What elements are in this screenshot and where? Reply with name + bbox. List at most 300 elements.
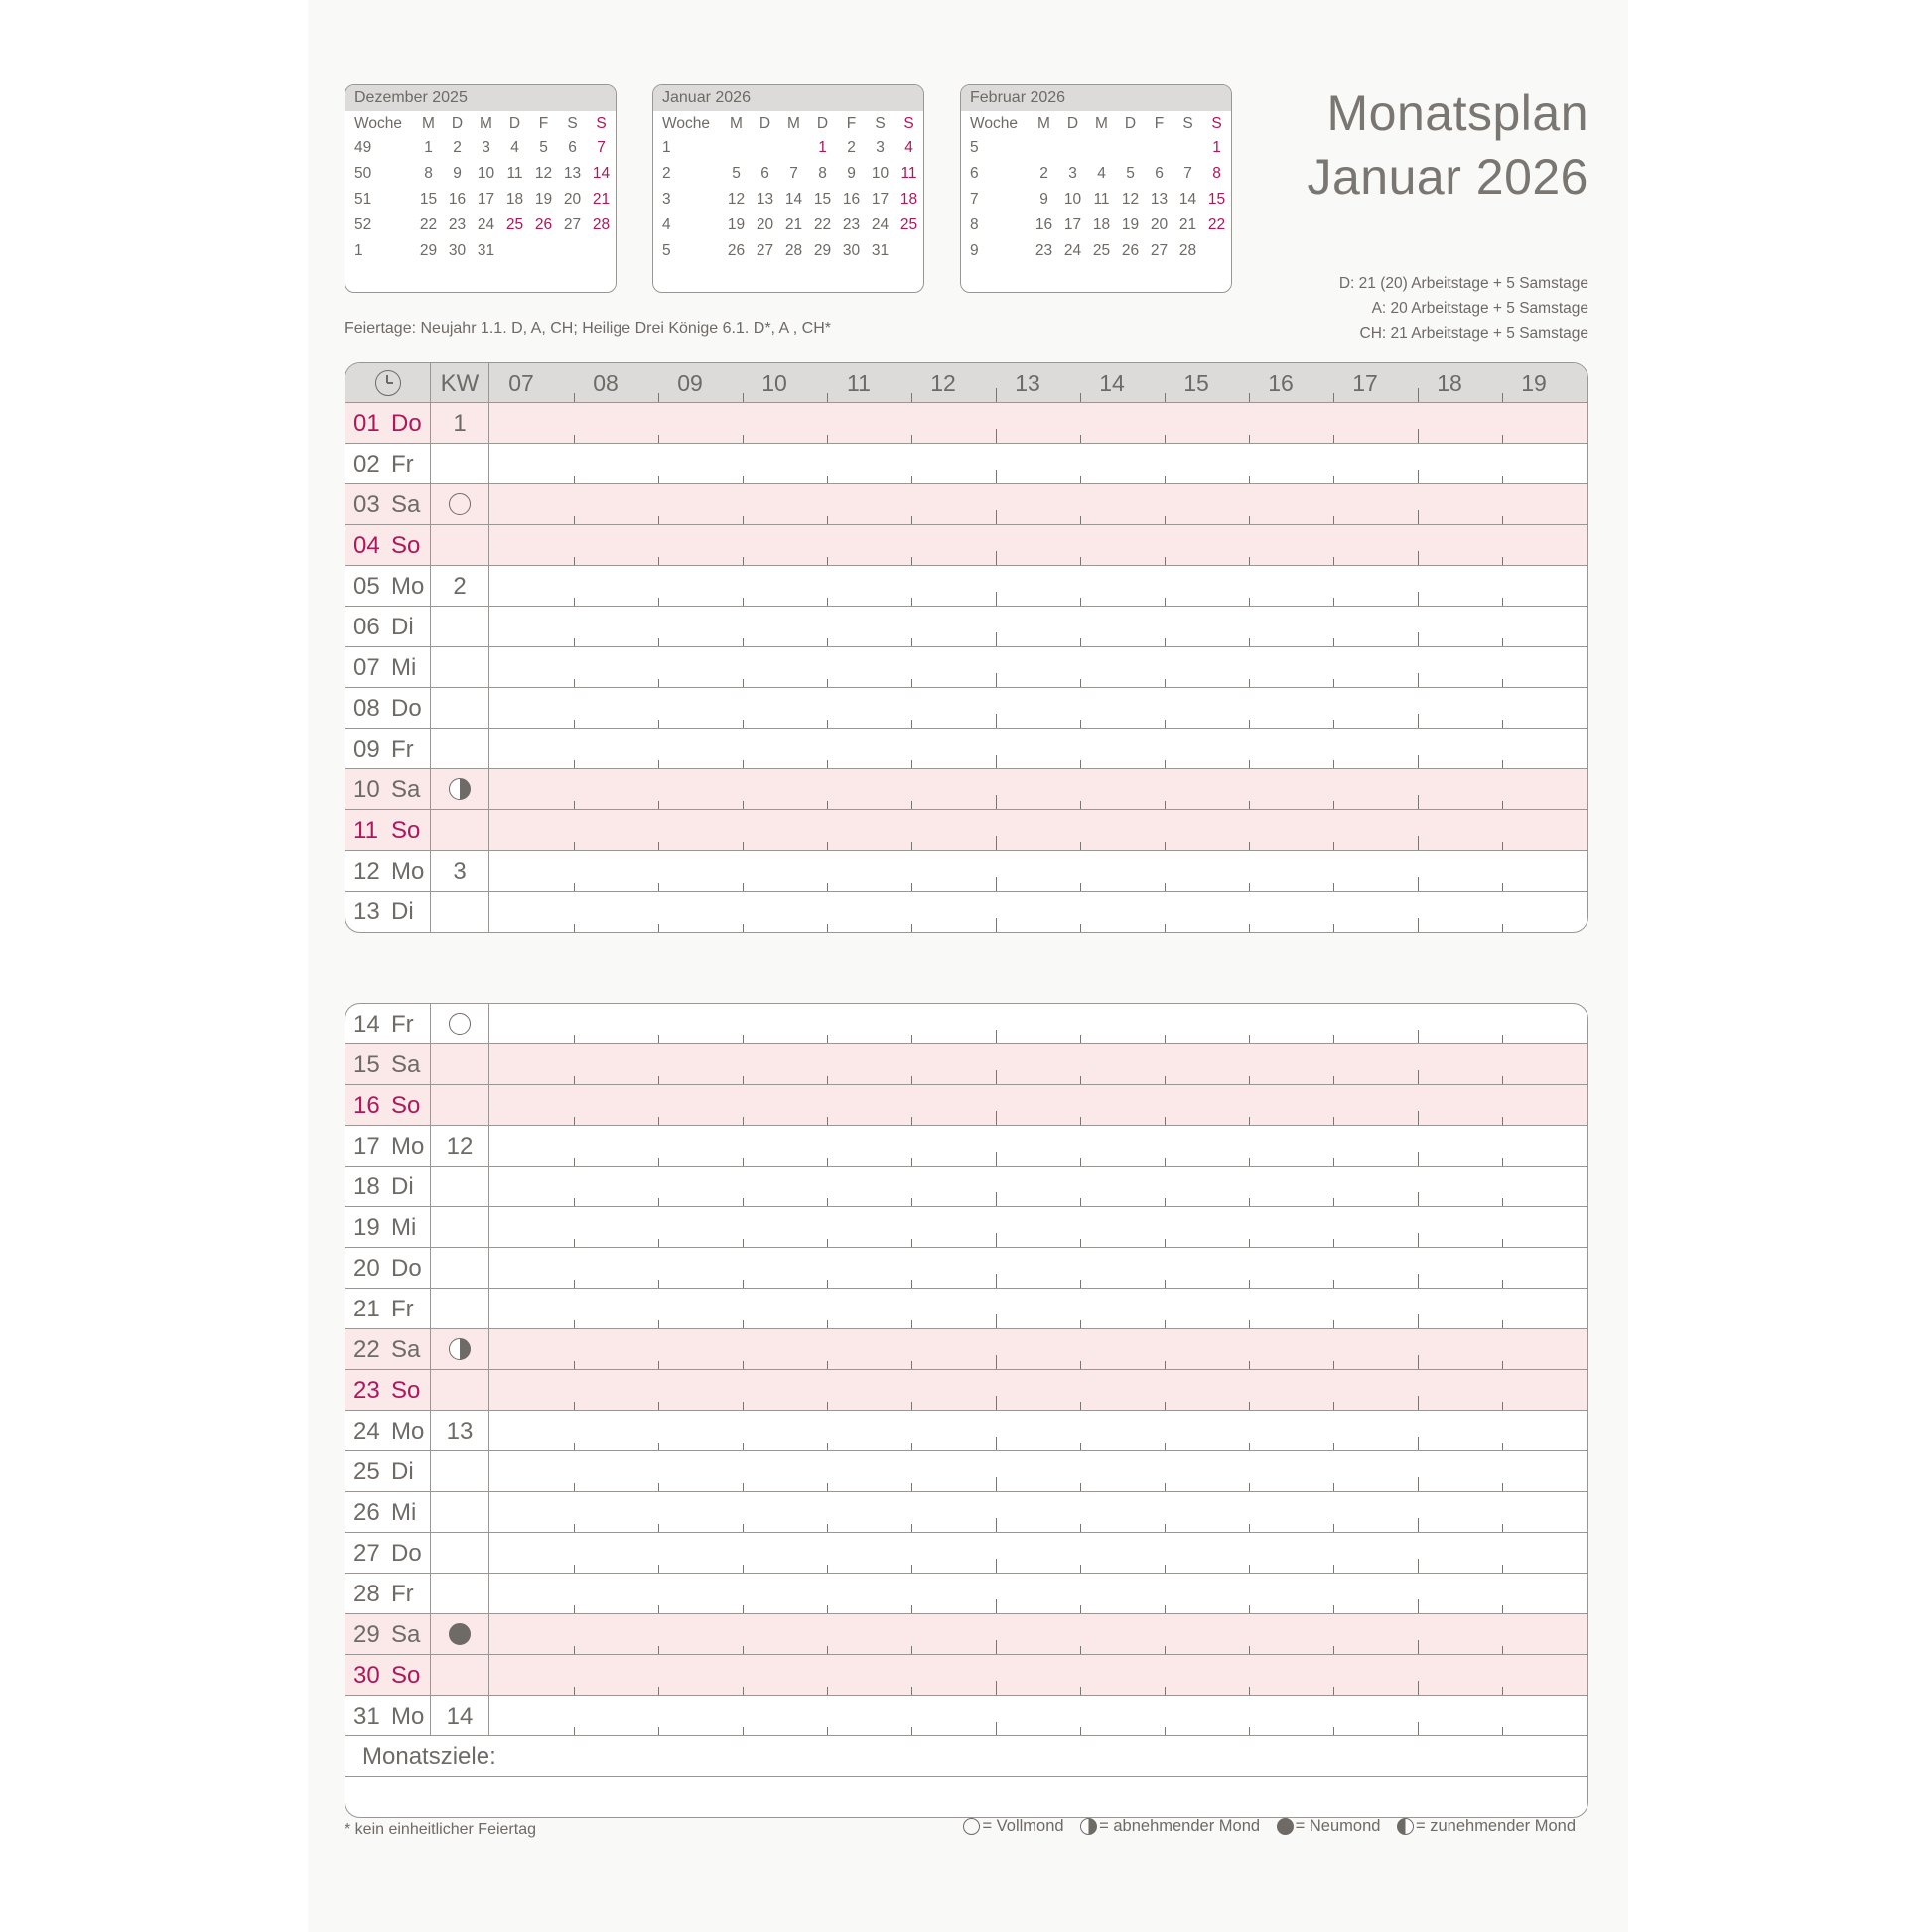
- calendar-day: 24: [1063, 242, 1082, 259]
- day-of-week: Mo: [391, 1418, 425, 1445]
- mini-calendar-title: Februar 2026: [961, 85, 1231, 111]
- day-cell: [345, 769, 431, 809]
- hour-tick: [574, 1646, 575, 1654]
- week-number: 6: [970, 165, 979, 182]
- week-header: Woche: [970, 115, 1018, 132]
- kw-cell: [431, 525, 489, 565]
- time-slots[interactable]: [489, 1085, 1587, 1125]
- hour-tick: [1502, 1158, 1503, 1166]
- calendar-day: 25: [505, 216, 524, 233]
- waning-moon-icon: [449, 1338, 471, 1360]
- day-row[interactable]: [345, 1004, 1587, 1044]
- day-row[interactable]: [345, 484, 1587, 525]
- day-of-week: Di: [391, 614, 414, 640]
- hour-tick: [1333, 1727, 1334, 1735]
- weekday-header: D: [816, 115, 829, 132]
- hour-tick: [996, 632, 997, 646]
- calendar-day: [558, 238, 587, 264]
- kw-cell: [431, 1614, 489, 1654]
- weekday-header: M: [1095, 115, 1108, 132]
- day-row[interactable]: [345, 1614, 1587, 1655]
- hour-tick: [743, 1443, 744, 1450]
- hour-tick: [1249, 1320, 1250, 1328]
- hour-tick: [1249, 1483, 1250, 1491]
- day-row[interactable]: [345, 851, 1587, 892]
- hour-tick: [827, 435, 828, 443]
- kw-cell: [431, 647, 489, 687]
- goals-label: Monatsziele:: [362, 1743, 496, 1770]
- day-cell: [345, 1329, 431, 1369]
- hour-tick: [1165, 638, 1166, 646]
- mini-calendar-february: [960, 84, 1232, 293]
- day-row[interactable]: [345, 1574, 1587, 1614]
- calendar-day: 19: [727, 216, 746, 233]
- hour-tick: [996, 388, 997, 402]
- legend-full: = Vollmond: [982, 1817, 1064, 1835]
- hour-tick: [827, 1198, 828, 1206]
- time-slots[interactable]: [489, 1533, 1587, 1573]
- hour-tick: [743, 1198, 744, 1206]
- week-number: 13: [446, 1418, 474, 1445]
- hour-tick: [1502, 1402, 1503, 1410]
- day-row[interactable]: [345, 729, 1587, 769]
- day-of-week: Di: [391, 1458, 414, 1485]
- day-of-week: Fr: [391, 1011, 414, 1037]
- hour-tick: [743, 1280, 744, 1288]
- day-cell: [345, 1533, 431, 1573]
- day-row[interactable]: [345, 1085, 1587, 1126]
- waxing-moon-icon: [1397, 1818, 1414, 1835]
- calendar-day: 24: [871, 216, 890, 233]
- hour-tick: [743, 1687, 744, 1695]
- hour-tick: [574, 1320, 575, 1328]
- hour-tick: [1080, 1565, 1081, 1573]
- hour-tick: [743, 1076, 744, 1084]
- weekday-header: S: [1211, 115, 1222, 132]
- calendar-day: 1: [818, 139, 827, 156]
- hour-tick: [827, 1483, 828, 1491]
- hour-tick: [1333, 1443, 1334, 1450]
- hour-tick: [911, 1239, 912, 1247]
- hour-tick: [574, 1402, 575, 1410]
- hour-tick: [658, 679, 659, 687]
- time-slots[interactable]: [489, 1004, 1587, 1043]
- calendar-day: 14: [592, 165, 611, 182]
- day-row[interactable]: [345, 1044, 1587, 1085]
- hour-tick: [1080, 1076, 1081, 1084]
- kw-cell: [431, 607, 489, 646]
- hour-tick: [996, 429, 997, 443]
- hour-tick: [911, 842, 912, 850]
- hour-tick: [1333, 801, 1334, 809]
- kw-cell: [431, 1004, 489, 1043]
- day-cell: [345, 1655, 431, 1695]
- hour-tick: [911, 1443, 912, 1450]
- day-of-week: So: [391, 817, 421, 844]
- day-cell: [345, 1004, 431, 1043]
- calendar-day: 25: [899, 216, 918, 233]
- planner-grid-part-2: [345, 1003, 1588, 1818]
- week-number: 2: [453, 573, 467, 600]
- day-row[interactable]: [345, 1411, 1587, 1451]
- hour-tick: [1418, 510, 1419, 524]
- calendar-day: 1: [1212, 139, 1221, 156]
- hour-tick: [1080, 1035, 1081, 1043]
- hour-tick: [996, 551, 997, 565]
- day-row[interactable]: [345, 1655, 1587, 1696]
- hour-tick: [1165, 1280, 1166, 1288]
- hour-tick: [574, 557, 575, 565]
- hour-tick: [1165, 393, 1166, 402]
- hour-tick: [743, 1565, 744, 1573]
- hour-tick: [996, 1233, 997, 1247]
- hour-tick: [1249, 476, 1250, 483]
- day-row[interactable]: [345, 1451, 1587, 1492]
- hour-tick: [911, 1158, 912, 1166]
- hour-tick: [1333, 679, 1334, 687]
- hour-tick: [996, 1518, 997, 1532]
- calendar-day: [1030, 135, 1058, 161]
- hour-tick: [1249, 1280, 1250, 1288]
- hour-tick: [1165, 1687, 1166, 1695]
- calendar-day: 17: [477, 191, 495, 207]
- hour-tick: [743, 1524, 744, 1532]
- day-number: 08: [353, 695, 380, 722]
- hour-tick: [827, 801, 828, 809]
- day-row[interactable]: [345, 525, 1587, 566]
- calendar-day: 29: [419, 242, 438, 259]
- hour-tick: [658, 393, 659, 402]
- hour-tick: [1333, 1646, 1334, 1654]
- hour-tick: [827, 1076, 828, 1084]
- hour-tick: [574, 393, 575, 402]
- calendar-day: 18: [1092, 216, 1111, 233]
- hour-tick: [911, 1483, 912, 1491]
- kw-cell: [431, 810, 489, 850]
- time-slots[interactable]: [489, 1696, 1587, 1735]
- calendar-day: [500, 238, 529, 264]
- time-slots[interactable]: [489, 1044, 1587, 1084]
- hour-tick: [996, 1030, 997, 1043]
- hour-tick: [1418, 1437, 1419, 1450]
- hour-tick: [827, 1727, 828, 1735]
- kw-cell: [431, 403, 489, 443]
- calendar-day: 22: [813, 216, 832, 233]
- hour-tick: [1502, 1605, 1503, 1613]
- hour-tick: [1333, 393, 1334, 402]
- hour-tick: [1418, 388, 1419, 402]
- hour-tick: [1333, 557, 1334, 565]
- hour-tick: [911, 1320, 912, 1328]
- hour-tick: [1165, 842, 1166, 850]
- calendar-day: 20: [756, 216, 774, 233]
- calendar-day: 19: [534, 191, 553, 207]
- day-row[interactable]: [345, 810, 1587, 851]
- hour-tick: [574, 1565, 575, 1573]
- hour-tick: [1249, 1035, 1250, 1043]
- day-row[interactable]: [345, 1533, 1587, 1574]
- time-slots[interactable]: [489, 1329, 1587, 1369]
- hour-tick: [743, 842, 744, 850]
- kw-cell: [431, 1044, 489, 1084]
- hour-tick: [911, 598, 912, 606]
- calendar-day: 22: [1207, 216, 1226, 233]
- day-of-week: Sa: [391, 491, 421, 518]
- calendar-day: 15: [813, 191, 832, 207]
- hour-tick: [911, 883, 912, 891]
- day-row[interactable]: [345, 647, 1587, 688]
- day-row[interactable]: [345, 1207, 1587, 1248]
- hour-tick: [658, 924, 659, 932]
- hour-tick: [1249, 1727, 1250, 1735]
- calendar-day: 26: [534, 216, 553, 233]
- hour-tick: [996, 1477, 997, 1491]
- hour-tick: [996, 1599, 997, 1613]
- hour-tick: [1333, 1320, 1334, 1328]
- hour-tick: [1502, 393, 1503, 402]
- working-days-stats: [1339, 271, 1588, 345]
- hour-tick: [911, 638, 912, 646]
- day-row[interactable]: [345, 1370, 1587, 1411]
- hour-tick: [1249, 598, 1250, 606]
- day-row[interactable]: [345, 566, 1587, 607]
- hour-tick: [911, 1117, 912, 1125]
- day-row[interactable]: [345, 769, 1587, 810]
- hour-tick: [996, 714, 997, 728]
- hour-tick: [1333, 476, 1334, 483]
- day-row[interactable]: [345, 607, 1587, 647]
- kw-cell: [431, 1085, 489, 1125]
- mini-calendar-title: Dezember 2025: [345, 85, 616, 111]
- day-row[interactable]: [345, 1289, 1587, 1329]
- hour-tick: [1418, 1640, 1419, 1654]
- calendar-day: 10: [477, 165, 495, 182]
- hour-tick: [827, 1280, 828, 1288]
- hour-tick: [996, 1274, 997, 1288]
- hour-tick: [827, 1687, 828, 1695]
- time-slots[interactable]: [489, 729, 1587, 768]
- day-of-week: Mi: [391, 1499, 417, 1526]
- hour-tick: [827, 1361, 828, 1369]
- hour-tick: [574, 883, 575, 891]
- calendar-day: [1173, 135, 1202, 161]
- time-slots[interactable]: [489, 769, 1587, 809]
- hour-tick: [996, 510, 997, 524]
- calendar-day: 23: [448, 216, 467, 233]
- calendar-day: 12: [534, 165, 553, 182]
- hour-tick: [996, 1559, 997, 1573]
- time-slots[interactable]: [489, 1614, 1587, 1654]
- calendar-day: [779, 135, 808, 161]
- calendar-day: [529, 238, 558, 264]
- calendar-day: 15: [1207, 191, 1226, 207]
- hour-tick: [658, 1727, 659, 1735]
- kw-cell: [431, 1411, 489, 1450]
- hour-tick: [1502, 842, 1503, 850]
- day-of-week: Do: [391, 1540, 422, 1567]
- hour-tick: [743, 679, 744, 687]
- calendar-day: 19: [1121, 216, 1140, 233]
- day-cell: [345, 1289, 431, 1328]
- day-cell: [345, 1126, 431, 1166]
- weekday-header: F: [846, 115, 857, 132]
- time-slots[interactable]: [489, 607, 1587, 646]
- hour-tick: [827, 1158, 828, 1166]
- hour-tick: [1418, 1355, 1419, 1369]
- calendar-day: [1145, 135, 1173, 161]
- hour-tick: [1080, 435, 1081, 443]
- day-of-week: Do: [391, 695, 422, 722]
- hour-tick: [996, 1355, 997, 1369]
- calendar-day: 5: [539, 139, 548, 156]
- day-number: 07: [353, 654, 380, 681]
- hour-tick: [996, 1396, 997, 1410]
- hour-tick: [1502, 720, 1503, 728]
- hour-tick: [911, 1035, 912, 1043]
- kw-cell: [431, 1370, 489, 1410]
- time-slots[interactable]: [489, 688, 1587, 728]
- hour-tick: [1249, 1646, 1250, 1654]
- weekday-header: M: [480, 115, 492, 132]
- day-row[interactable]: [345, 892, 1587, 932]
- day-cell: [345, 484, 431, 524]
- hour-tick: [574, 1239, 575, 1247]
- day-row[interactable]: [345, 444, 1587, 484]
- hour-tick: [1080, 1605, 1081, 1613]
- hour-tick: [1502, 1727, 1503, 1735]
- time-slots[interactable]: [489, 647, 1587, 687]
- calendar-day: 4: [904, 139, 913, 156]
- hour-tick: [1333, 516, 1334, 524]
- hour-tick: [1418, 714, 1419, 728]
- hour-tick: [1080, 1198, 1081, 1206]
- hour-tick: [743, 924, 744, 932]
- day-of-week: Fr: [391, 1581, 414, 1607]
- hour-tick: [658, 720, 659, 728]
- hour-tick: [574, 1035, 575, 1043]
- hour-tick: [1165, 1035, 1166, 1043]
- time-slots[interactable]: [489, 1451, 1587, 1491]
- hour-tick: [1502, 1035, 1503, 1043]
- weekday-header: F: [538, 115, 549, 132]
- calendar-day: 26: [727, 242, 746, 259]
- hour-tick: [911, 1198, 912, 1206]
- time-slots[interactable]: [489, 444, 1587, 483]
- time-slots[interactable]: [489, 1207, 1587, 1247]
- time-slots[interactable]: [489, 484, 1587, 524]
- time-slots[interactable]: [489, 403, 1587, 443]
- kw-cell: [431, 1492, 489, 1532]
- hour-tick: [1165, 557, 1166, 565]
- hour-tick: [996, 1437, 997, 1450]
- hour-tick: [658, 435, 659, 443]
- hour-tick: [1502, 638, 1503, 646]
- time-slots[interactable]: [489, 566, 1587, 606]
- kw-cell: [431, 688, 489, 728]
- hour-tick: [658, 598, 659, 606]
- hour-tick: [1080, 801, 1081, 809]
- hour-tick: [658, 1198, 659, 1206]
- goals-line[interactable]: [345, 1777, 1587, 1817]
- day-cell: [345, 1167, 431, 1206]
- day-row[interactable]: [345, 688, 1587, 729]
- hour-tick: [1502, 557, 1503, 565]
- kw-cell: [431, 1451, 489, 1491]
- time-slots[interactable]: [489, 1655, 1587, 1695]
- day-row[interactable]: [345, 1329, 1587, 1370]
- time-slots[interactable]: [489, 1492, 1587, 1532]
- hour-tick: [574, 1280, 575, 1288]
- hour-tick: [1080, 598, 1081, 606]
- hour-label: 11: [847, 370, 871, 396]
- day-row[interactable]: [345, 1696, 1587, 1736]
- hour-tick: [911, 1605, 912, 1613]
- hour-tick: [743, 435, 744, 443]
- hour-tick: [827, 760, 828, 768]
- time-slots[interactable]: [489, 525, 1587, 565]
- hour-tick: [743, 760, 744, 768]
- day-row[interactable]: [345, 1492, 1587, 1533]
- hour-tick: [1249, 557, 1250, 565]
- time-slots[interactable]: [489, 1289, 1587, 1328]
- day-number: 10: [353, 776, 380, 803]
- time-slots[interactable]: [489, 1411, 1587, 1450]
- hour-tick: [574, 1076, 575, 1084]
- legend-new: = Neumond: [1295, 1817, 1381, 1835]
- time-slots[interactable]: [489, 851, 1587, 891]
- time-slots[interactable]: [489, 1126, 1587, 1166]
- day-of-week: Mi: [391, 654, 417, 681]
- hour-tick: [574, 679, 575, 687]
- week-number: 9: [970, 242, 979, 259]
- calendar-day: 16: [1035, 216, 1053, 233]
- day-row[interactable]: [345, 1167, 1587, 1207]
- day-row[interactable]: [345, 1126, 1587, 1167]
- moon-legend: [951, 1817, 1576, 1836]
- day-row[interactable]: [345, 403, 1587, 444]
- day-of-week: Mo: [391, 858, 425, 885]
- hour-tick: [1333, 1524, 1334, 1532]
- hour-tick: [996, 755, 997, 768]
- hour-tick: [1249, 679, 1250, 687]
- hour-tick: [1502, 1443, 1503, 1450]
- clock-icon: [375, 370, 401, 396]
- hour-tick: [1080, 638, 1081, 646]
- hour-tick: [1333, 1402, 1334, 1410]
- week-number: 8: [970, 216, 979, 233]
- hour-tick: [1080, 1727, 1081, 1735]
- time-slots[interactable]: [489, 892, 1587, 932]
- hour-tick: [1333, 1117, 1334, 1125]
- monthly-goals-field[interactable]: [345, 1736, 1587, 1777]
- time-slots[interactable]: [489, 810, 1587, 850]
- hour-tick: [1418, 877, 1419, 891]
- hour-tick: [911, 924, 912, 932]
- day-row[interactable]: [345, 1248, 1587, 1289]
- time-slots[interactable]: [489, 1248, 1587, 1288]
- hour-tick: [1502, 1483, 1503, 1491]
- time-slots[interactable]: [489, 1574, 1587, 1613]
- calendar-day: 17: [1063, 216, 1082, 233]
- time-slots[interactable]: [489, 1167, 1587, 1206]
- day-of-week: Fr: [391, 1296, 414, 1322]
- kw-cell: [431, 566, 489, 606]
- hour-tick: [1249, 720, 1250, 728]
- calendar-day: 14: [1178, 191, 1197, 207]
- hour-tick: [1165, 1076, 1166, 1084]
- time-slots[interactable]: [489, 1370, 1587, 1410]
- hour-tick: [743, 1483, 744, 1491]
